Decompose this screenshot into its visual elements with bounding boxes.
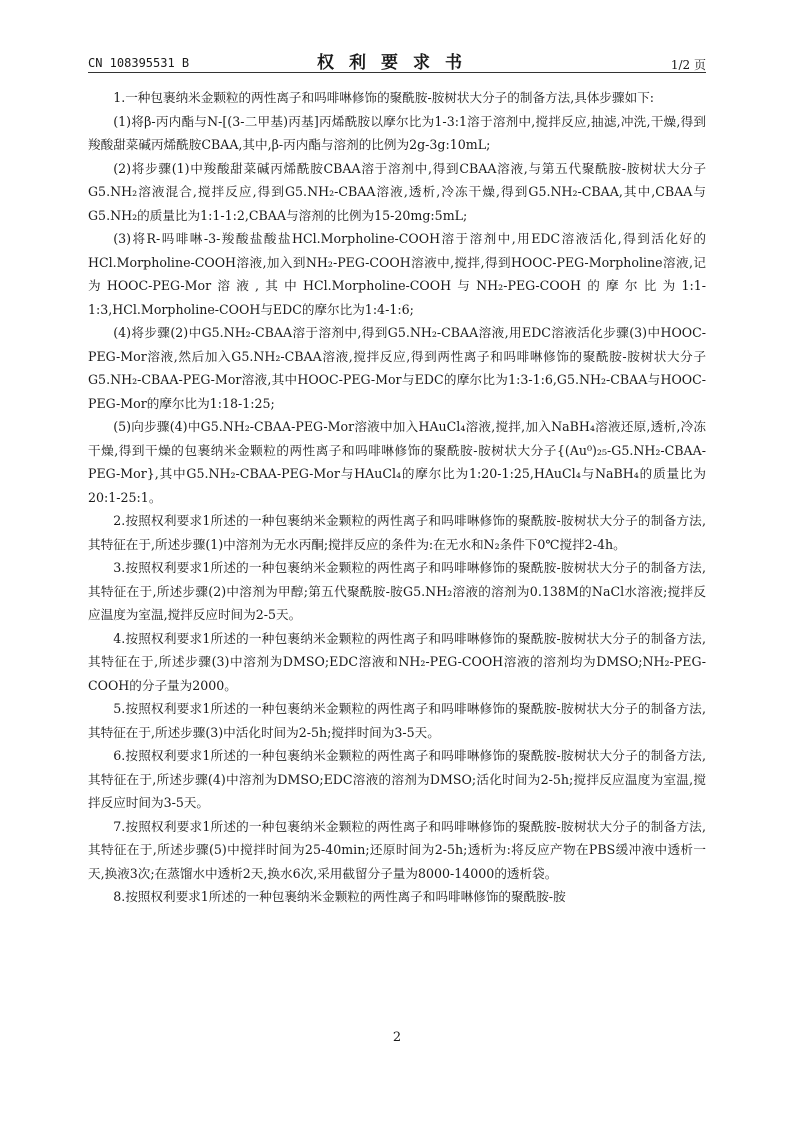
claim-8: 8.按照权利要求1所述的一种包裹纳米金颗粒的两性离子和吗啡啉修饰的聚酰胺-胺 (113, 889, 566, 904)
claim-1-step-4: (4)将步骤(2)中G5.NH₂-CBAA溶于溶剂中,得到G5.NH₂-CBAA溶液,用EDC溶液活化步骤(3)中HOOC-PEG-Mor溶液,然后加入G5.NH₂-CBAA溶液,搅拌反应,得到两性离子和吗啡啉修饰的聚酰胺-胺树状大分子G5.NH₂-CBAA-PEG-Mor溶液,其中HOOC-PEG-Mor与EDC的摩尔比为1:3-1:6,G5.NH₂-CBAA与HOOC-PEG-Mor的摩尔比为1:18-1:25; (88, 325, 706, 411)
claim-3: 3.按照权利要求1所述的一种包裹纳米金颗粒的两性离子和吗啡啉修饰的聚酰胺-胺树状大分子的制备方法,其特征在于,所述步骤(2)中溶剂为甲醇;第五代聚酰胺-胺G5.NH₂溶液的溶剂为0.138M的NaCl水溶液;搅拌反应温度为室温,搅拌反应时间为2-5天。 (88, 560, 706, 622)
claim-7: 7.按照权利要求1所述的一种包裹纳米金颗粒的两性离子和吗啡啉修饰的聚酰胺-胺树状大分子的制备方法,其特征在于,所述步骤(5)中搅拌时间为25-40min;还原时间为2-5h;透析为:将反应产物在PBS缓冲液中透析一天,换液3次;在蒸馏水中透析2天,换水6次,采用截留分子量为8000-14000的透析袋。 (88, 818, 706, 881)
claim-2: 2.按照权利要求1所述的一种包裹纳米金颗粒的两性离子和吗啡啉修饰的聚酰胺-胺树状大分子的制备方法,其特征在于,所述步骤(1)中溶剂为无水丙酮;搅拌反应的条件为:在无水和N₂条件下0℃搅拌2-4h。 (88, 513, 706, 552)
claim-1-step-3: (3)将R-吗啡啉-3-羧酸盐酸盐HCl.Morpholine-COOH溶于溶剂中,用EDC溶液活化,得到活化好的HCl.Morpholine-COOH溶液,加入到NH₂-PEG-COOH溶液中,搅拌,得到HOOC-PEG-Morpholine溶液,记为HOOC-PEG-Mor溶液,其中HCl.Morpholine-COOH与NH₂-PEG-COOH的摩尔比为1:1-1:3,HCl.Morpholine-COOH与EDC的摩尔比为1:4-1:6; (88, 231, 706, 317)
claim-1-step-2: (2)将步骤(1)中羧酸甜菜碱丙烯酰胺CBAA溶于溶剂中,得到CBAA溶液,与第五代聚酰胺-胺树状大分子G5.NH₂溶液混合,搅拌反应,得到G5.NH₂-CBAA溶液,透析,冷冻干燥,得到G5.NH₂-CBAA,其中,CBAA与G5.NH₂的质量比为1:1-1:2,CBAA与溶剂的比例为15-20mg:5mL; (88, 160, 706, 223)
claim-1-step-1: (1)将β-丙内酯与N-[(3-二甲基)丙基]丙烯酰胺以摩尔比为1-3:1溶于溶剂中,搅拌反应,抽滤,冲洗,干燥,得到羧酸甜菜碱丙烯酰胺CBAA,其中,β-丙内酯与溶剂的比例为2g-3g:10mL; (88, 113, 706, 152)
claims-body (88, 86, 706, 909)
claim-1-step-5: (5)向步骤(4)中G5.NH₂-CBAA-PEG-Mor溶液中加入HAuCl₄溶液,搅拌,加入NaBH₄溶液还原,透析,冷冻干燥,得到干燥的包裹纳米金颗粒的两性离子和吗啡啉修饰的聚酰胺-胺树状大分子{(Au⁰)₂₅-G5.NH₂-CBAA-PEG-Mor},其中G5.NH₂-CBAA-PEG-Mor与HAuCl₄的摩尔比为1:20-1:25,HAuCl₄与NaBH₄的质量比为20:1-25:1。 (88, 419, 706, 505)
page-header (88, 42, 706, 72)
claim-1-intro: 1.一种包裹纳米金颗粒的两性离子和吗啡啉修饰的聚酰胺-胺树状大分子的制备方法,具体步骤如下: (113, 90, 655, 105)
patent-number: CN 108395531 B (88, 56, 190, 70)
page-info: 1/2 页 (670, 58, 706, 72)
claim-5: 5.按照权利要求1所述的一种包裹纳米金颗粒的两性离子和吗啡啉修饰的聚酰胺-胺树状大分子的制备方法,其特征在于,所述步骤(3)中活化时间为2-5h;搅拌时间为3-5天。 (88, 701, 706, 740)
document-title: 权利要求书 (317, 53, 477, 73)
claim-6: 6.按照权利要求1所述的一种包裹纳米金颗粒的两性离子和吗啡啉修饰的聚酰胺-胺树状大分子的制备方法,其特征在于,所述步骤(4)中溶剂为DMSO;EDC溶液的溶剂为DMSO;活化时间为2-5h;搅拌反应温度为室温,搅拌反应时间为3-5天。 (88, 748, 706, 810)
page-number: 2 (392, 1030, 402, 1045)
claim-4: 4.按照权利要求1所述的一种包裹纳米金颗粒的两性离子和吗啡啉修饰的聚酰胺-胺树状大分子的制备方法,其特征在于,所述步骤(3)中溶剂为DMSO;EDC溶液和NH₂-PEG-COOH溶液的溶剂均为DMSO;NH₂-PEG-COOH的分子量为2000。 (88, 630, 706, 693)
header-divider (88, 72, 706, 73)
